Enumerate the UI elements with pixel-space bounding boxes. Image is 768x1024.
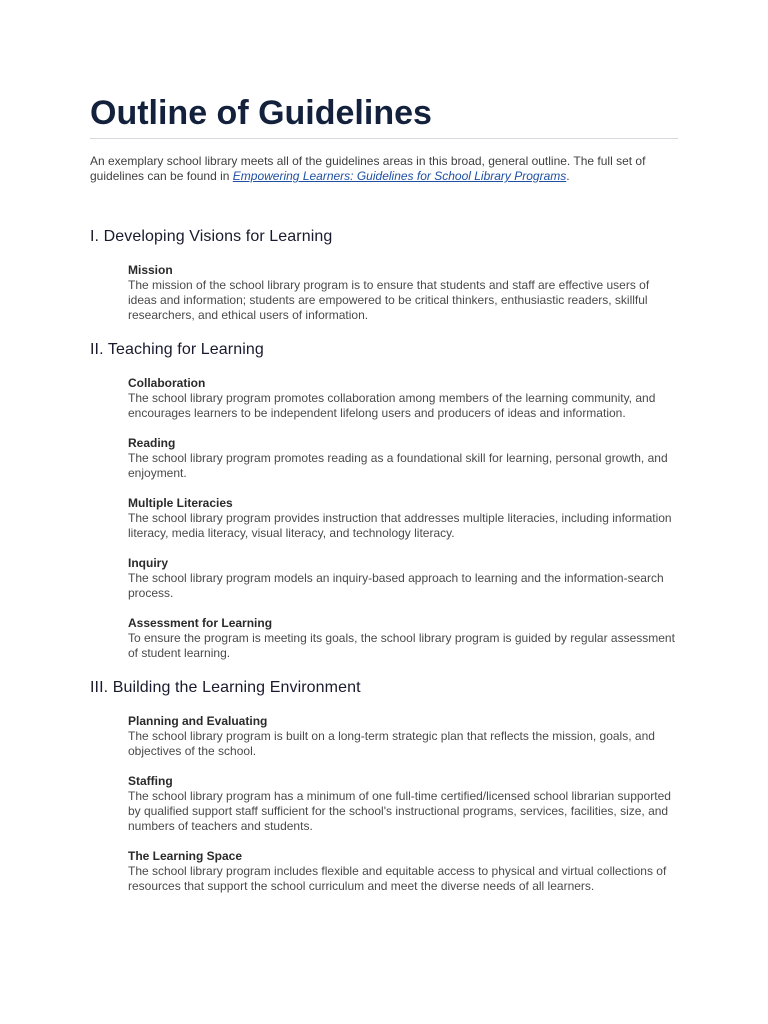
guideline-item-staffing: [128, 774, 678, 834]
intro-paragraph: [90, 154, 678, 184]
item-text: The school library program promotes collaboration among members of the learning community, and encourages learners to be independent lifelong users and producers of ideas and information.: [128, 391, 656, 420]
item-title: Reading: [128, 436, 176, 450]
item-title: Planning and Evaluating: [128, 714, 268, 728]
guideline-item-learning-space: [128, 849, 678, 894]
intro-text-end: .: [566, 169, 570, 183]
item-title: Assessment for Learning: [128, 616, 273, 630]
guideline-item-mission: [128, 263, 678, 323]
item-title: Inquiry: [128, 556, 169, 570]
guideline-item-multiple-literacies: [128, 496, 678, 541]
guidelines-link[interactable]: Empowering Learners: Guidelines for School Library Programs: [232, 169, 567, 183]
item-text: To ensure the program is meeting its goals, the school library program is guided by regular assessment of student learning.: [128, 631, 675, 660]
item-text: The school library program provides instruction that addresses multiple literacies, including information literacy, media literacy, visual literacy, and technology literacy.: [128, 511, 672, 540]
item-title: Staffing: [128, 774, 173, 788]
item-title: The Learning Space: [128, 849, 243, 863]
page-title: Outline of Guidelines: [90, 94, 432, 132]
guideline-item-collaboration: [128, 376, 678, 421]
section-heading-teaching: II. Teaching for Learning: [90, 341, 264, 358]
section-heading-environment: III. Building the Learning Environment: [90, 679, 361, 696]
guideline-item-reading: [128, 436, 678, 481]
guideline-item-assessment: [128, 616, 678, 661]
item-text: The school library program is built on a long-term strategic plan that reflects the mission, goals, and objectives of the school.: [128, 729, 655, 758]
item-text: The school library program has a minimum of one full-time certified/licensed school librarian supported by qualified support staff sufficient for the school's instructional programs, services, facilities, size, and numbers of teachers and students.: [128, 789, 671, 833]
item-text: The school library program models an inquiry-based approach to learning and the information-search process.: [128, 571, 664, 600]
item-title: Mission: [128, 263, 173, 277]
item-title: Multiple Literacies: [128, 496, 233, 510]
intro-text: An exemplary school library meets all of the guidelines areas in this broad, general outline. The full set of guidelines can be found in: [90, 154, 646, 183]
item-text: The mission of the school library program is to ensure that students and staff are effective users of ideas and information; students are empowered to be critical thinkers, enthusiastic readers, skillful researchers, and ethical users of information.: [128, 278, 650, 322]
guideline-item-planning: [128, 714, 678, 759]
guideline-item-inquiry: [128, 556, 678, 601]
document-page: [90, 92, 678, 894]
section-heading-visions: I. Developing Visions for Learning: [90, 228, 333, 245]
item-text: The school library program includes flexible and equitable access to physical and virtual collections of resources that support the school curriculum and meet the diverse needs of all learners.: [128, 864, 667, 893]
item-title: Collaboration: [128, 376, 206, 390]
item-text: The school library program promotes reading as a foundational skill for learning, personal growth, and enjoyment.: [128, 451, 668, 480]
title-divider: [90, 138, 678, 139]
